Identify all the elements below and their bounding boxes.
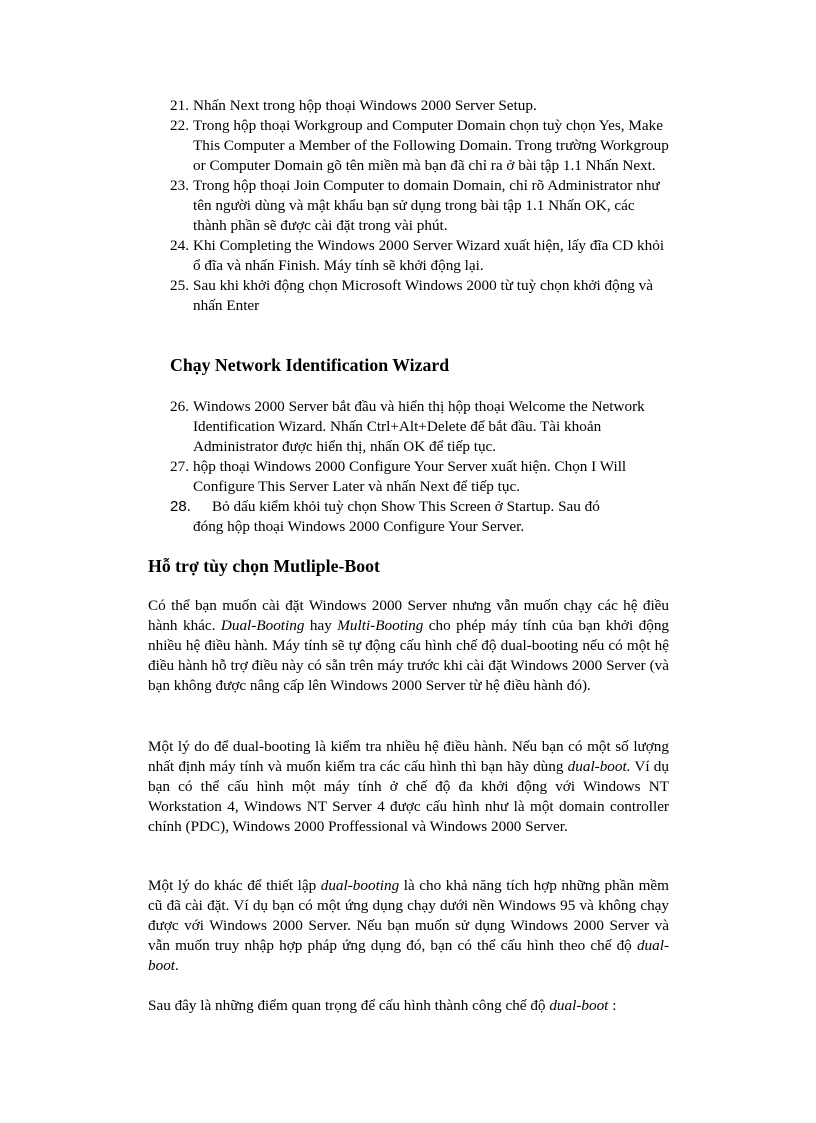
step-text: hộp thoại Windows 2000 Configure Your Server xuất hiện. Chọn I Will Configure This Server Later và nhấn Next để tiếp tục.	[193, 458, 627, 495]
step-number: 25.	[170, 277, 189, 294]
list-item	[170, 276, 670, 316]
italic-term: Multi-Booting	[337, 617, 424, 634]
section-heading-wizard: Chạy Network Identification Wizard	[170, 355, 450, 375]
italic-term: dual-boot	[148, 937, 669, 974]
section-heading-multiboot: Hỗ trợ tùy chọn Mutliple-Boot	[148, 556, 380, 576]
italic-term: dual-boot	[549, 997, 609, 1014]
step-number: 27.	[170, 458, 189, 475]
paragraph-compatibility-reason	[148, 876, 669, 976]
step-number: 26.	[170, 398, 189, 415]
list-item	[170, 116, 670, 176]
paragraph-testing-reason	[148, 737, 669, 837]
paragraph-key-points	[148, 996, 669, 1016]
text-run: cho phép máy tính của bạn khởi động nhiều hệ điều hành. Máy tính sẽ tự động cấu hình chế độ dual-booting nếu có một hệ điều hành hỗ trợ điều này có sẵn trên máy trước khi cài đặt Windows 2000 Server (và bạn không được nâng cấp lên Windows 2000 Server từ hệ điều hành đó).	[148, 617, 670, 694]
step-number: 28.	[170, 498, 191, 515]
step-text-line-1: Bỏ dấu kiểm khỏi tuỳ chọn Show This Screen ở Startup. Sau đó	[212, 498, 600, 515]
step-text: Trong hộp thoại Join Computer to domain Domain, chỉ rõ Administrator như tên người dùng và mật khẩu bạn sử dụng trong bài tập 1.1 Nhấn OK, các thành phần sẽ được cài đặt trong vài phút.	[193, 177, 660, 234]
text-run: hay	[304, 617, 338, 634]
text-run: :	[608, 997, 617, 1014]
step-text: Nhấn Next trong hộp thoại Windows 2000 Server Setup.	[193, 97, 537, 114]
step-number: 24.	[170, 237, 189, 254]
italic-term: dual-booting	[320, 877, 400, 894]
paragraph-dual-booting-intro	[148, 596, 669, 696]
list-item	[170, 497, 670, 537]
text-run: .	[175, 957, 179, 974]
step-text: Khi Completing the Windows 2000 Server Wizard xuất hiện, lấy đĩa CD khỏi ổ đĩa và nhấn Finish. Máy tính sẽ khởi động lại.	[193, 237, 665, 274]
text-run: là cho khả năng tích hợp những phần mềm cũ đã cài đặt. Ví dụ bạn có một ứng dụng chạy dưới nền Windows 95 và không chạy được với Windows 2000 Server. Nếu bạn muốn sử dụng Windows 2000 Server và vẫn muốn truy nhập hợp pháp ứng dụng đó, bạn có thể cấu hình theo chế độ	[148, 877, 669, 954]
step-number: 22.	[170, 117, 189, 134]
step-text: Windows 2000 Server bắt đầu và hiển thị hộp thoại Welcome the Network Identification Wizard. Nhấn Ctrl+Alt+Delete để bắt đầu. Tài khoản Administrator được hiển thị, nhấn OK để tiếp tục.	[193, 398, 645, 455]
step-number: 21.	[170, 97, 189, 114]
step-text: Trong hộp thoại Workgroup and Computer Domain chọn tuỳ chọn Yes, Make This Computer a Member of the Following Domain. Trong trường Workgroup or Computer Domain gõ tên miền mà bạn đã chỉ ra ở bài tập 1.1 Nhấn Next.	[193, 117, 669, 174]
setup-steps-list	[170, 96, 670, 316]
text-run: Một lý do khác để thiết lập	[148, 877, 321, 894]
step-number: 23.	[170, 177, 189, 194]
text-run: Sau đây là những điểm quan trọng để cấu hình thành công chế độ	[148, 997, 550, 1014]
list-item	[170, 457, 670, 497]
list-item	[170, 397, 670, 457]
text-run: Một lý do để dual-booting là kiểm tra nhiều hệ điều hành. Nếu bạn có một số lượng nhất định máy tính và muốn kiểm tra các cấu hình thì bạn hãy dùng	[148, 738, 669, 775]
wizard-steps-list	[170, 397, 670, 537]
list-item	[170, 176, 670, 236]
step-text: Sau khi khởi động chọn Microsoft Windows 2000 từ tuỳ chọn khởi động và nhấn Enter	[193, 277, 654, 314]
list-item	[170, 236, 670, 276]
italic-term: dual-boot.	[567, 758, 631, 775]
list-item	[170, 96, 670, 116]
text-run: Ví dụ bạn có thể cấu hình một máy tính ở chế độ đa khởi động với Windows NT Workstation 4, Windows NT Server 4 được cấu hình như là một domain controller chính (PDC), Windows 2000 Proffessional và Windows 2000 Server.	[148, 758, 669, 835]
italic-term: Dual-Booting	[220, 617, 305, 634]
text-run: Có thể bạn muốn cài đặt Windows 2000 Server nhưng vẫn muốn chạy các hệ điều hành khác.	[148, 597, 669, 634]
step-text-line-2: đóng hộp thoại Windows 2000 Configure Your Server.	[193, 518, 525, 535]
